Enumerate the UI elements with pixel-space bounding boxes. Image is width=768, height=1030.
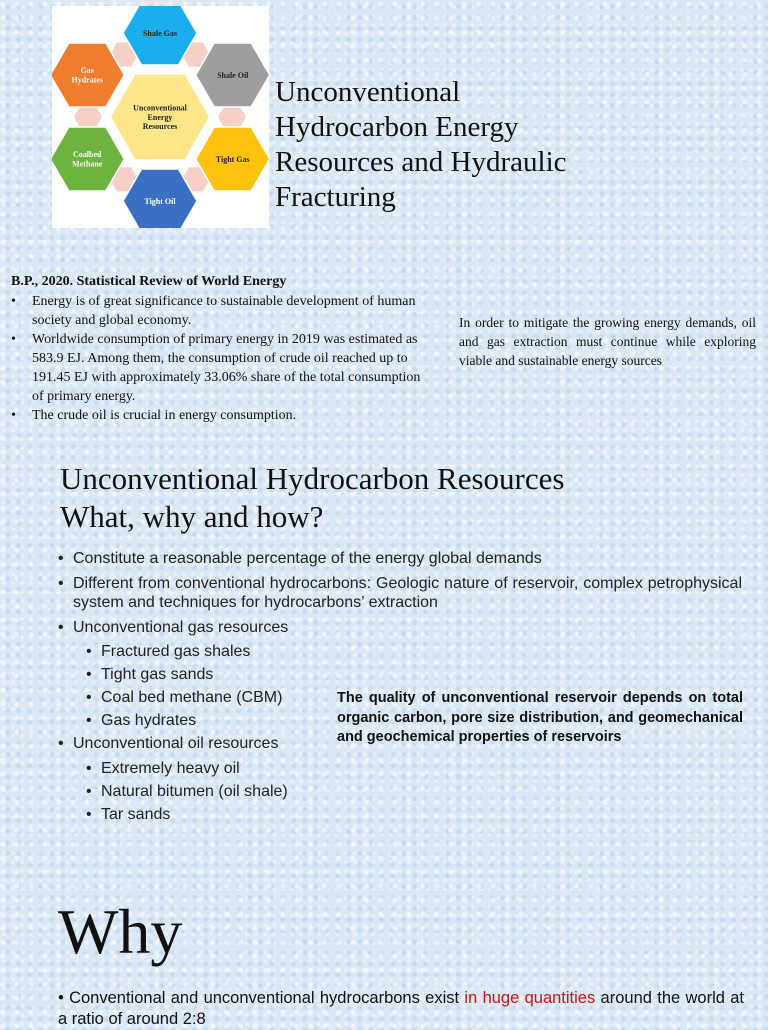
sub-list-item [86,642,742,662]
why-text-part2: around the world at a ratio of around 2:8 [58,989,744,1028]
tight-oil-label: Tight Oil [144,196,176,206]
title-line: What, why and how? [60,499,324,534]
bullet-icon: • [58,989,64,1007]
bullet-icon: • [11,408,16,423]
why-highlight: in huge quantities [464,989,596,1007]
bullet-icon: • [86,782,92,800]
list-item-text: Tar sands [101,805,171,823]
connector-shape [218,105,246,129]
why-text-part1: Conventional and unconventional hydrocarbons exist [69,989,465,1007]
list-item-text: Worldwide consumption of primary energy in 2019 was estimated as 583.9 EJ. Among them, the consumption of crude oil reached up to 191.45 EJ with approximately 33.06% share of the total consumption of primary energy. [32,332,421,404]
bullet-icon: • [58,618,64,636]
list-item [58,618,742,638]
energy-bullet-list [11,292,429,425]
slide-3-title: Why [58,896,183,967]
list-item-text: Coal bed methane (CBM) [101,689,283,706]
list-item [11,330,429,406]
list-item-text: Extremely heavy oil [101,759,240,777]
connector-shape [74,105,102,129]
bullet-icon: • [86,712,92,729]
slide-2-title [60,460,564,536]
slide-1-title [275,75,745,215]
bullet-icon: • [86,805,92,823]
mitigate-paragraph: In order to mitigate the growing energy demands, oil and gas extraction must continue while exploring viable and sustainable energy sources [459,315,756,368]
title-line: Unconventional [275,76,461,108]
list-item-text: Fractured gas shales [101,643,251,660]
bullet-icon: • [86,643,92,660]
bullet-icon: • [86,759,92,777]
sub-list-item [86,759,742,779]
list-item-text: Energy is of great significance to sustainable development of human society and global economy. [32,294,416,328]
bullet-icon: • [58,550,64,567]
list-item [58,549,742,569]
list-item [11,292,429,330]
bullet-icon: • [86,689,92,706]
title-line: Fracturing [275,181,396,213]
list-item-text: Unconventional oil resources [73,735,279,752]
bullet-icon: • [58,574,64,592]
title-line: Unconventional Hydrocarbon Resources [60,461,565,496]
reservoir-quality-note: The quality of unconventional reservoir depends on total organic carbon, pore size distribution, and geomechanical and geochemical properties of reservoirs [337,690,743,745]
center-hexagon-label: Unconventional Energy Resources [133,103,187,131]
bullet-icon: • [11,332,16,347]
sub-list-item [86,805,742,825]
list-item-text: Unconventional gas resources [73,618,289,636]
gas-hydrates-label: Gas Hydrates [71,66,104,85]
source-heading: B.P., 2020. Statistical Review of World Energy [11,274,287,289]
coalbed-methane-label: Coalbed Methane [72,150,103,169]
energy-resources-diagram [52,6,269,228]
list-item [11,406,429,425]
list-item-text: Tight gas sands [101,666,214,683]
list-item-text: Natural bitumen (oil shale) [101,782,288,800]
shale-gas-label: Shale Gas [142,28,178,38]
title-line: Hydrocarbon Energy [275,111,519,143]
list-item-text: Constitute a reasonable percentage of the energy global demands [73,550,542,567]
list-item-text: Gas hydrates [101,712,197,729]
bullet-icon: • [86,666,92,683]
shale-oil-label: Shale Oil [217,70,249,80]
list-item-text: Different from conventional hydrocarbons: Geologic nature of reservoir, complex petrophysical system and techniques for hydrocarbons’ extraction [73,574,742,611]
list-item-text: The crude oil is crucial in energy consumption. [32,408,297,423]
list-item [58,574,742,613]
sub-list-item [86,665,742,685]
tight-gas-label: Tight Gas [215,154,250,164]
bullet-icon: • [58,735,64,752]
sub-list-item [86,782,742,802]
bullet-icon: • [11,294,16,309]
hex-diagram-svg [52,6,269,228]
title-line: Resources and Hydraulic [275,146,567,178]
